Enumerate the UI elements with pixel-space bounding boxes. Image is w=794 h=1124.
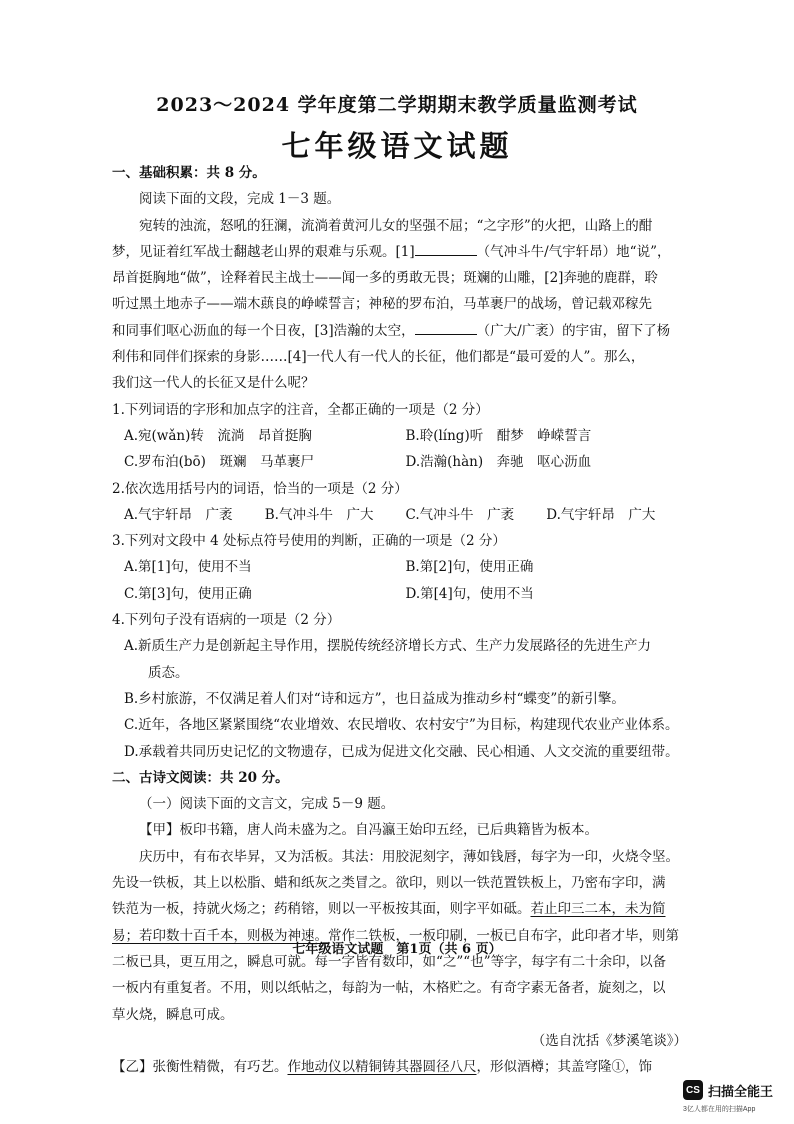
scanner-name: 扫描全能王: [708, 1083, 774, 1099]
option-d: D.气宇轩昂 广大: [546, 506, 656, 523]
option-b: B.聆(líng)听 酣梦 峥嵘誓言: [405, 427, 592, 444]
option-c: C.近年，各地区紧紧围绕“农业增效、农民增收、农村安宁”为目标，构建现代农业产业体系。: [124, 717, 679, 734]
text-jia-line: 二板已具，更互用之，瞬息可就。每一字皆有数印，如“之”“也”等字，每字有二十余印，以备: [112, 953, 667, 970]
exam-title: 2023～2024 学年度第二学期期末教学质量监测考试: [156, 94, 638, 116]
option-b: B.乡村旅游，不仅满足着人们对“诗和远方”，也日益成为推动乡村“蝶变”的新引擎。: [124, 690, 625, 707]
section2-subheading: （一）阅读下面的文言文，完成 5－9 题。: [139, 796, 395, 813]
text-jia-line: 一板内有重复者。不用，则以纸帖之，每韵为一帖，木格贮之。有奇字素无备者，旋刻之，以: [112, 980, 666, 997]
question-3-options-row: [112, 581, 687, 607]
option-a: A.新质生产力是创新起主导作用，摆脱传统经济增长方式、生产力发展路径的先进生产力: [124, 638, 652, 655]
answer-blank: [415, 241, 477, 256]
option-b: B.第[2]句，使用正确: [405, 559, 534, 576]
answer-blank: [415, 320, 477, 335]
question-1-options-row: [112, 423, 687, 449]
option-b: B.气冲斗牛 广大: [264, 506, 374, 523]
passage-line: 昂首挺胸地“做”，诠释着民主战士——闻一多的勇敢无畏；斑斓的山雕，[2]奔驰的鹿群，聆: [112, 270, 658, 287]
passage-line: 梦，见证着红军战士翻越老山界的艰难与乐观。[1] （气冲斗牛/气宇轩昂）地“说”，: [112, 239, 687, 265]
passage-line: 宛转的浊流，怒吼的狂澜，流淌着黄河儿女的坚强不屈；“之字形”的火把，山路上的酣: [139, 217, 653, 234]
section2-heading: 二、古诗文阅读：共 20 分。: [112, 769, 289, 786]
underlined-sentence: 易；若印数十百千本，则极为神速。: [112, 927, 328, 944]
option-c: C.罗布泊(bō) 斑斓 马革裹尸: [124, 454, 314, 471]
question-1-stem: 1.下列词语的字形和加点字的注音，全都正确的一项是（2 分）: [112, 401, 489, 418]
option-a: A.宛(wǎn)转 流淌 昂首挺胸: [124, 427, 312, 444]
question-2-options-row: [112, 502, 687, 528]
question-3-stem: 3.下列对文段中 4 处标点符号使用的判断，正确的一项是（2 分）: [112, 533, 506, 550]
text-jia-line: 铁范为一板，持就火炀之；药稍镕，则以一平板按其面，则字平如砥。若止印三二本，未为简: [112, 901, 666, 918]
underlined-sentence: 作地动仪以精铜铸其器圆径八尺: [287, 1059, 477, 1076]
source-citation: （选自沈括《梦溪笔谈》）: [531, 1032, 687, 1049]
question-1-options-row: [112, 449, 687, 475]
page-footer: 七年级语文试题 第1页（共 6 页）: [292, 942, 502, 957]
passage-line: 利伟和同伴们探索的身影……[4]一代人有一代人的长征，他们都是“最可爱的人”。那么，: [112, 349, 645, 366]
option-a: A.气宇轩昂 广袤: [124, 506, 233, 523]
question-2-stem: 2.依次选用括号内的词语，恰当的一项是（2 分）: [112, 480, 408, 497]
text-yi-line: 【乙】张衡性精微，有巧艺。作地动仪以精铜铸其器圆径八尺，形似酒樽；其盖穹隆①，饰: [112, 1059, 652, 1076]
passage-line: 听过黑土地赤子——端木蕻良的峥嵘誓言；神秘的罗布泊，马革裹尸的战场，曾记载邓稼先: [112, 296, 652, 313]
question-3-options-row: [112, 554, 687, 580]
paper-title: 七年级语文试题: [281, 129, 513, 163]
option-a: A.第[1]句，使用不当: [124, 559, 252, 576]
underlined-sentence: 若止印三二本，未为简: [530, 901, 666, 918]
scanner-watermark: [683, 1080, 773, 1100]
passage-line: 我们这一代人的长征又是什么呢？: [112, 375, 315, 392]
option-c: C.第[3]句，使用正确: [124, 585, 252, 602]
text-jia-line: 草火烧，瞬息可成。: [112, 1006, 234, 1023]
option-d: D.承载着共同历史记忆的文物遗存，已成为促进文化交融、民心相通、人文交流的重要纽带。: [124, 743, 679, 760]
option-c: C.气冲斗牛 广袤: [405, 506, 515, 523]
scanner-tagline: 3亿人都在用的扫描App: [683, 1106, 756, 1113]
section1-intro: 阅读下面的文段，完成 1－3 题。: [139, 191, 341, 208]
text-jia-line: 庆历中，有布衣毕昇，又为活板。其法：用胶泥刻字，薄如钱唇，每字为一印，火烧令坚。: [139, 848, 679, 865]
text-jia-line: 易；若印数十百千本，则极为神速。常作二铁板，一板印刷，一板已自布字，此印者才毕，则第: [112, 927, 679, 944]
passage-line: 和同事们呕心沥血的每一个日夜，[3]浩瀚的太空， （广大/广袤）的宇宙，留下了杨: [112, 318, 687, 344]
text-jia-line: 先设一铁板，其上以松脂、蜡和纸灰之类冒之。欲印，则以一铁范置铁板上，乃密布字印，满: [112, 875, 666, 892]
text-jia-line: 【甲】板印书籍，唐人尚未盛为之。自冯瀛王始印五经，已后典籍皆为板本。: [139, 822, 598, 839]
option-a-continued: 质态。: [148, 664, 189, 681]
option-d: D.第[4]句，使用不当: [405, 585, 534, 602]
camscanner-logo-icon: CS: [683, 1080, 703, 1100]
section1-heading: 一、基础积累：共 8 分。: [112, 165, 266, 181]
option-d: D.浩瀚(hàn) 奔驰 呕心沥血: [405, 454, 592, 471]
question-4-stem: 4.下列句子没有语病的一项是（2 分）: [112, 612, 341, 629]
